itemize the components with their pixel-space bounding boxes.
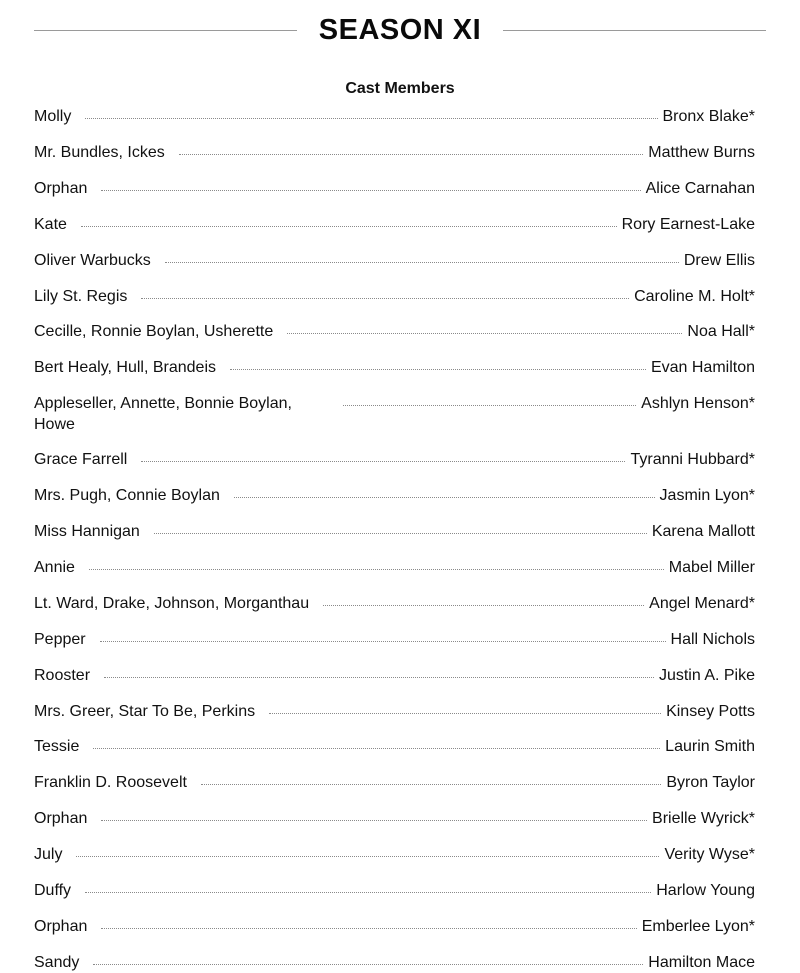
cast-row	[34, 521, 755, 542]
role-name: Mrs. Pugh, Connie Boylan	[34, 487, 220, 505]
dot-leader	[76, 844, 659, 857]
dot-leader	[93, 736, 660, 749]
cast-row	[34, 214, 755, 235]
role-name: Cecille, Ronnie Boylan, Usherette	[34, 323, 274, 341]
actor-name: Tyranni Hubbard*	[630, 451, 755, 469]
cast-row	[34, 321, 755, 342]
cast-row	[34, 449, 755, 470]
dot-leader	[101, 808, 647, 821]
cast-row	[34, 844, 755, 865]
actor-name: Brielle Wyrick*	[652, 810, 755, 828]
role-name: Pepper	[34, 630, 86, 648]
actor-name: Alice Carnahan	[645, 179, 755, 197]
dot-leader	[85, 880, 651, 893]
role-name: Grace Farrell	[34, 451, 128, 469]
actor-name: Byron Taylor	[666, 774, 755, 792]
actor-name: Laurin Smith	[665, 738, 755, 756]
dot-leader	[179, 142, 644, 155]
dot-leader	[201, 772, 661, 785]
header-rule-left	[34, 30, 297, 31]
cast-row	[34, 952, 755, 973]
cast-row	[34, 772, 755, 793]
dot-leader	[85, 106, 657, 119]
actor-name: Hamilton Mace	[648, 953, 755, 971]
cast-row	[34, 701, 755, 722]
actor-name: Kinsey Potts	[666, 702, 755, 720]
actor-name: Ashlyn Henson*	[641, 395, 755, 413]
season-title: SEASON XI	[318, 13, 482, 46]
actor-name: Bronx Blake*	[662, 108, 755, 125]
dot-leader	[287, 321, 682, 334]
dot-leader	[81, 214, 617, 227]
cast-row	[34, 593, 755, 614]
actor-name: Matthew Burns	[648, 143, 755, 161]
cast-row	[34, 357, 755, 378]
actor-name: Emberlee Lyon*	[641, 917, 755, 935]
dot-leader	[269, 701, 661, 714]
header-rule-right	[503, 30, 766, 31]
actor-name: Hall Nichols	[670, 630, 755, 648]
cast-row	[34, 629, 755, 650]
role-name: Molly	[34, 108, 72, 125]
dot-leader	[230, 357, 646, 370]
dot-leader	[234, 485, 655, 498]
cast-row	[34, 557, 755, 578]
role-name: Lily St. Regis	[34, 287, 128, 305]
cast-row	[34, 393, 755, 435]
cast-row	[34, 286, 755, 307]
role-name: Mr. Bundles, Ickes	[34, 143, 165, 161]
actor-name: Evan Hamilton	[650, 359, 755, 377]
cast-row	[34, 916, 755, 937]
cast-row	[34, 250, 755, 271]
cast-row	[34, 880, 755, 901]
actor-name: Drew Ellis	[683, 251, 755, 269]
role-name: Orphan	[34, 917, 88, 935]
cast-row	[34, 808, 755, 829]
cast-row	[34, 142, 755, 163]
cast-row	[34, 665, 755, 686]
dot-leader	[323, 593, 644, 606]
role-name: Tessie	[34, 738, 80, 756]
dot-leader	[89, 557, 664, 570]
actor-name: Rory Earnest-Lake	[621, 215, 755, 233]
role-name: Annie	[34, 558, 75, 576]
role-name: Franklin D. Roosevelt	[34, 774, 187, 792]
cast-members-heading: Cast Members	[345, 80, 455, 97]
actor-name: Karena Mallott	[651, 523, 755, 540]
actor-name: Verity Wyse*	[664, 846, 755, 864]
actor-name: Harlow Young	[656, 882, 755, 899]
role-name: Appleseller, Annette, Bonnie Boylan, Howe	[34, 395, 292, 434]
role-name: Mrs. Greer, Star To Be, Perkins	[34, 702, 256, 720]
role-name: Kate	[34, 215, 67, 233]
role-name: Miss Hannigan	[34, 523, 140, 540]
dot-leader	[343, 393, 636, 406]
role-name: Duffy	[34, 882, 72, 899]
role-name: Lt. Ward, Drake, Johnson, Morganthau	[34, 594, 310, 612]
role-name: Bert Healy, Hull, Brandeis	[34, 359, 216, 377]
dot-leader	[104, 665, 654, 678]
dot-leader	[141, 286, 629, 299]
dot-leader	[101, 178, 640, 191]
actor-name: Mabel Miller	[668, 558, 755, 576]
cast-row	[34, 736, 755, 757]
cast-row	[34, 485, 755, 506]
actor-name: Jasmin Lyon*	[659, 487, 755, 505]
role-name: Oliver Warbucks	[34, 251, 151, 269]
dot-leader	[165, 250, 679, 263]
role-name: Orphan	[34, 810, 88, 828]
dot-leader	[141, 449, 625, 462]
role-name: July	[34, 846, 63, 864]
dot-leader	[101, 916, 636, 929]
actor-name: Caroline M. Holt*	[634, 287, 755, 305]
cast-row	[34, 178, 755, 199]
cast-row	[34, 106, 755, 127]
role-name: Orphan	[34, 179, 88, 197]
dot-leader	[100, 629, 666, 642]
actor-name: Justin A. Pike	[658, 666, 755, 684]
dot-leader	[93, 952, 643, 965]
role-name: Sandy	[34, 953, 80, 971]
dot-leader	[154, 521, 647, 534]
actor-name: Noa Hall*	[687, 323, 755, 341]
role-name: Rooster	[34, 666, 91, 684]
actor-name: Angel Menard*	[649, 594, 755, 612]
season-header	[34, 12, 766, 48]
